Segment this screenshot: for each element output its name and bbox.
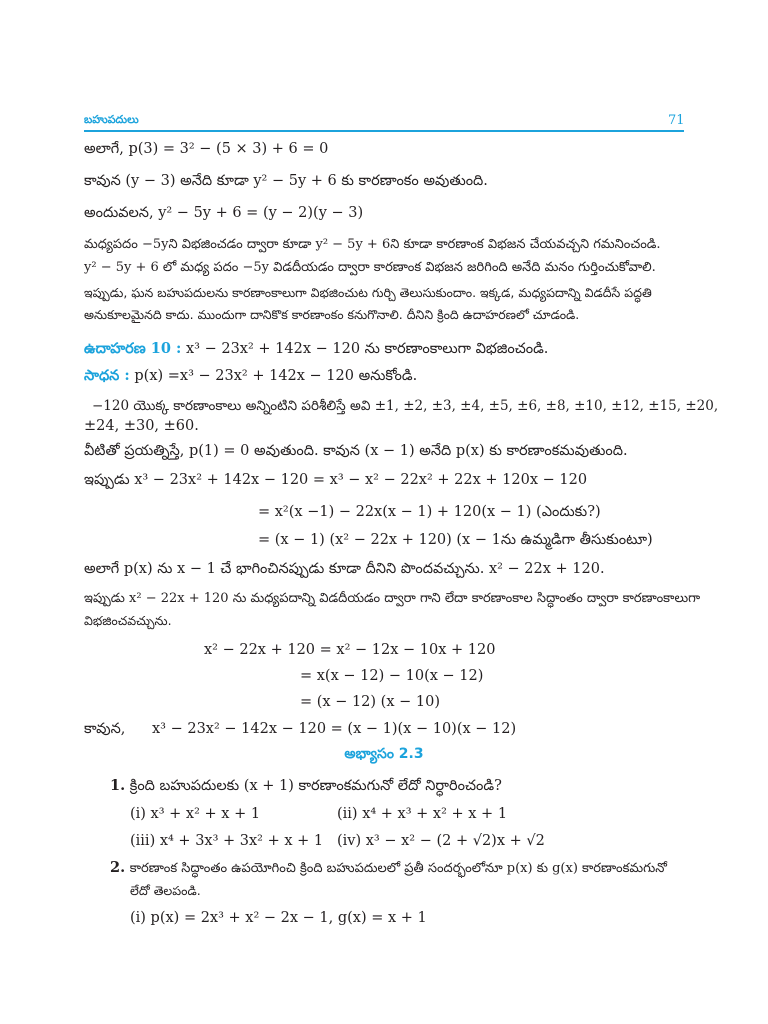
page-number: 71 — [668, 113, 685, 128]
question-number: 1. — [110, 777, 126, 794]
solution-label: సాధన : — [84, 367, 130, 384]
text-line: కావున (y − 3) అనేది కూడా y² − 5y + 6 కు కారణాంకం అవుతుంది. — [84, 173, 488, 189]
chapter-header: బహుపదులు — [84, 113, 139, 126]
header-rule — [84, 130, 684, 132]
question-number: 2. — [110, 859, 126, 876]
solution-text: p(x) =x³ − 23x² + 142x − 120 అనుకోండి. — [134, 368, 418, 384]
example-label: ఉదాహరణ 10 : — [84, 340, 182, 357]
example-heading — [84, 340, 548, 358]
question-text: కారణాంక సిద్ధాంతం ఉపయోగించి క్రింది బహుపదులలో ప్రతీ సందర్భంలోనూ p(x) కు g(x) కారణాంకమగునో — [129, 861, 667, 876]
text-line: కావున, — [84, 721, 126, 737]
equation-line: = (x − 12) (x − 10) — [300, 694, 440, 710]
question-1 — [110, 777, 502, 795]
solution-heading — [84, 367, 417, 385]
question-2 — [110, 859, 667, 878]
question-part: (ii) x⁴ + x³ + x² + x + 1 — [337, 806, 508, 822]
question-text: లేదో తెలపండి. — [130, 883, 201, 898]
text-line: ఇప్పుడు x² − 22x + 120 ను మధ్యపదాన్ని విడదీయడం ద్వారా గాని లేదా కారణాంకాల సిద్ధాంతం ద్వారా కారణాంకాలుగా — [84, 591, 701, 606]
example-text: x³ − 23x² + 142x − 120 ను కారణాంకాలుగా విభజించండి. — [186, 341, 549, 357]
equation-line: = x²(x −1) − 22x(x − 1) + 120(x − 1) (ఎందుకు?) — [258, 504, 601, 520]
text-line: మధ్యపదం −5yని విభజించడం ద్వారా కూడా y² − 5y + 6ని కూడా కారణాంక విభజన చేయవచ్చని గమనించండి. — [84, 237, 661, 252]
question-part: (iv) x³ − x² − (2 + √2)x + √2 — [337, 833, 545, 849]
text-line: ±24, ±30, ±60. — [84, 418, 199, 434]
question-part: (i) p(x) = 2x³ + x² − 2x − 1, g(x) = x + 1 — [130, 910, 427, 926]
exercise-title: అభ్యాసం 2.3 — [344, 746, 424, 762]
equation-line: x³ − 23x² − 142x − 120 = (x − 1)(x − 10)(x − 12) — [152, 721, 517, 737]
text-line: y² − 5y + 6 లో మధ్య పదం −5y విడదీయడం ద్వారా కారణాంక విభజన జరిగింది అనేది మనం గుర్తించుకోవాలి. — [84, 260, 656, 275]
question-text: క్రింది బహుపదులకు (x + 1) కారణాంకమగునో లేదో నిర్ధారించండి? — [129, 778, 502, 794]
text-line: అందువలన, y² − 5y + 6 = (y − 2)(y − 3) — [84, 205, 364, 221]
text-line: విభజించవచ్చును. — [84, 613, 172, 628]
text-line: ఇప్పుడు, ఘన బహుపదులను కారణాంకాలుగా విభజించుట గుర్చి తెలుసుకుందాం. ఇక్కడ, మధ్యపదాన్ని విడదీసే పద్ధతి — [84, 285, 652, 300]
text-line: −120 యొక్క కారణాంకాలు అన్నింటిని పరిశీలిస్తే అవి ±1, ±2, ±3, ±4, ±5, ±6, ±8, ±10, ±12, ±15, ±20, — [92, 398, 719, 414]
text-line: అలాగే, p(3) = 3² − (5 × 3) + 6 = 0 — [84, 141, 329, 157]
equation-line: x² − 22x + 120 = x² − 12x − 10x + 120 — [204, 642, 496, 658]
equation-line: = (x − 1) (x² − 22x + 120) (x − 1ను ఉమ్మడిగా తీసుకుంటూ) — [258, 532, 653, 548]
equation-line: = x(x − 12) − 10(x − 12) — [300, 668, 484, 684]
text-line: అలాగే p(x) ను x − 1 చే భాగించినప్పుడు కూడా దీనిని పొందవచ్చును. x² − 22x + 120. — [84, 561, 605, 577]
text-line: వీటితో ప్రయత్నిస్తే, p(1) = 0 అవుతుంది. కావున (x − 1) అనేది p(x) కు కారణాంకమవుతుంది. — [84, 443, 628, 459]
question-part: (iii) x⁴ + 3x³ + 3x² + x + 1 — [130, 833, 324, 849]
text-line: అనుకూలమైనది కాదు. ముందుగా దానికొక కారణాంకం కనుగొనాలి. దీనిని క్రింది ఉదాహరణలో చూడండి. — [84, 307, 580, 322]
equation-line: ఇప్పుడు x³ − 23x² + 142x − 120 = x³ − x² − 22x² + 22x + 120x − 120 — [84, 472, 588, 488]
question-part: (i) x³ + x² + x + 1 — [130, 806, 261, 822]
